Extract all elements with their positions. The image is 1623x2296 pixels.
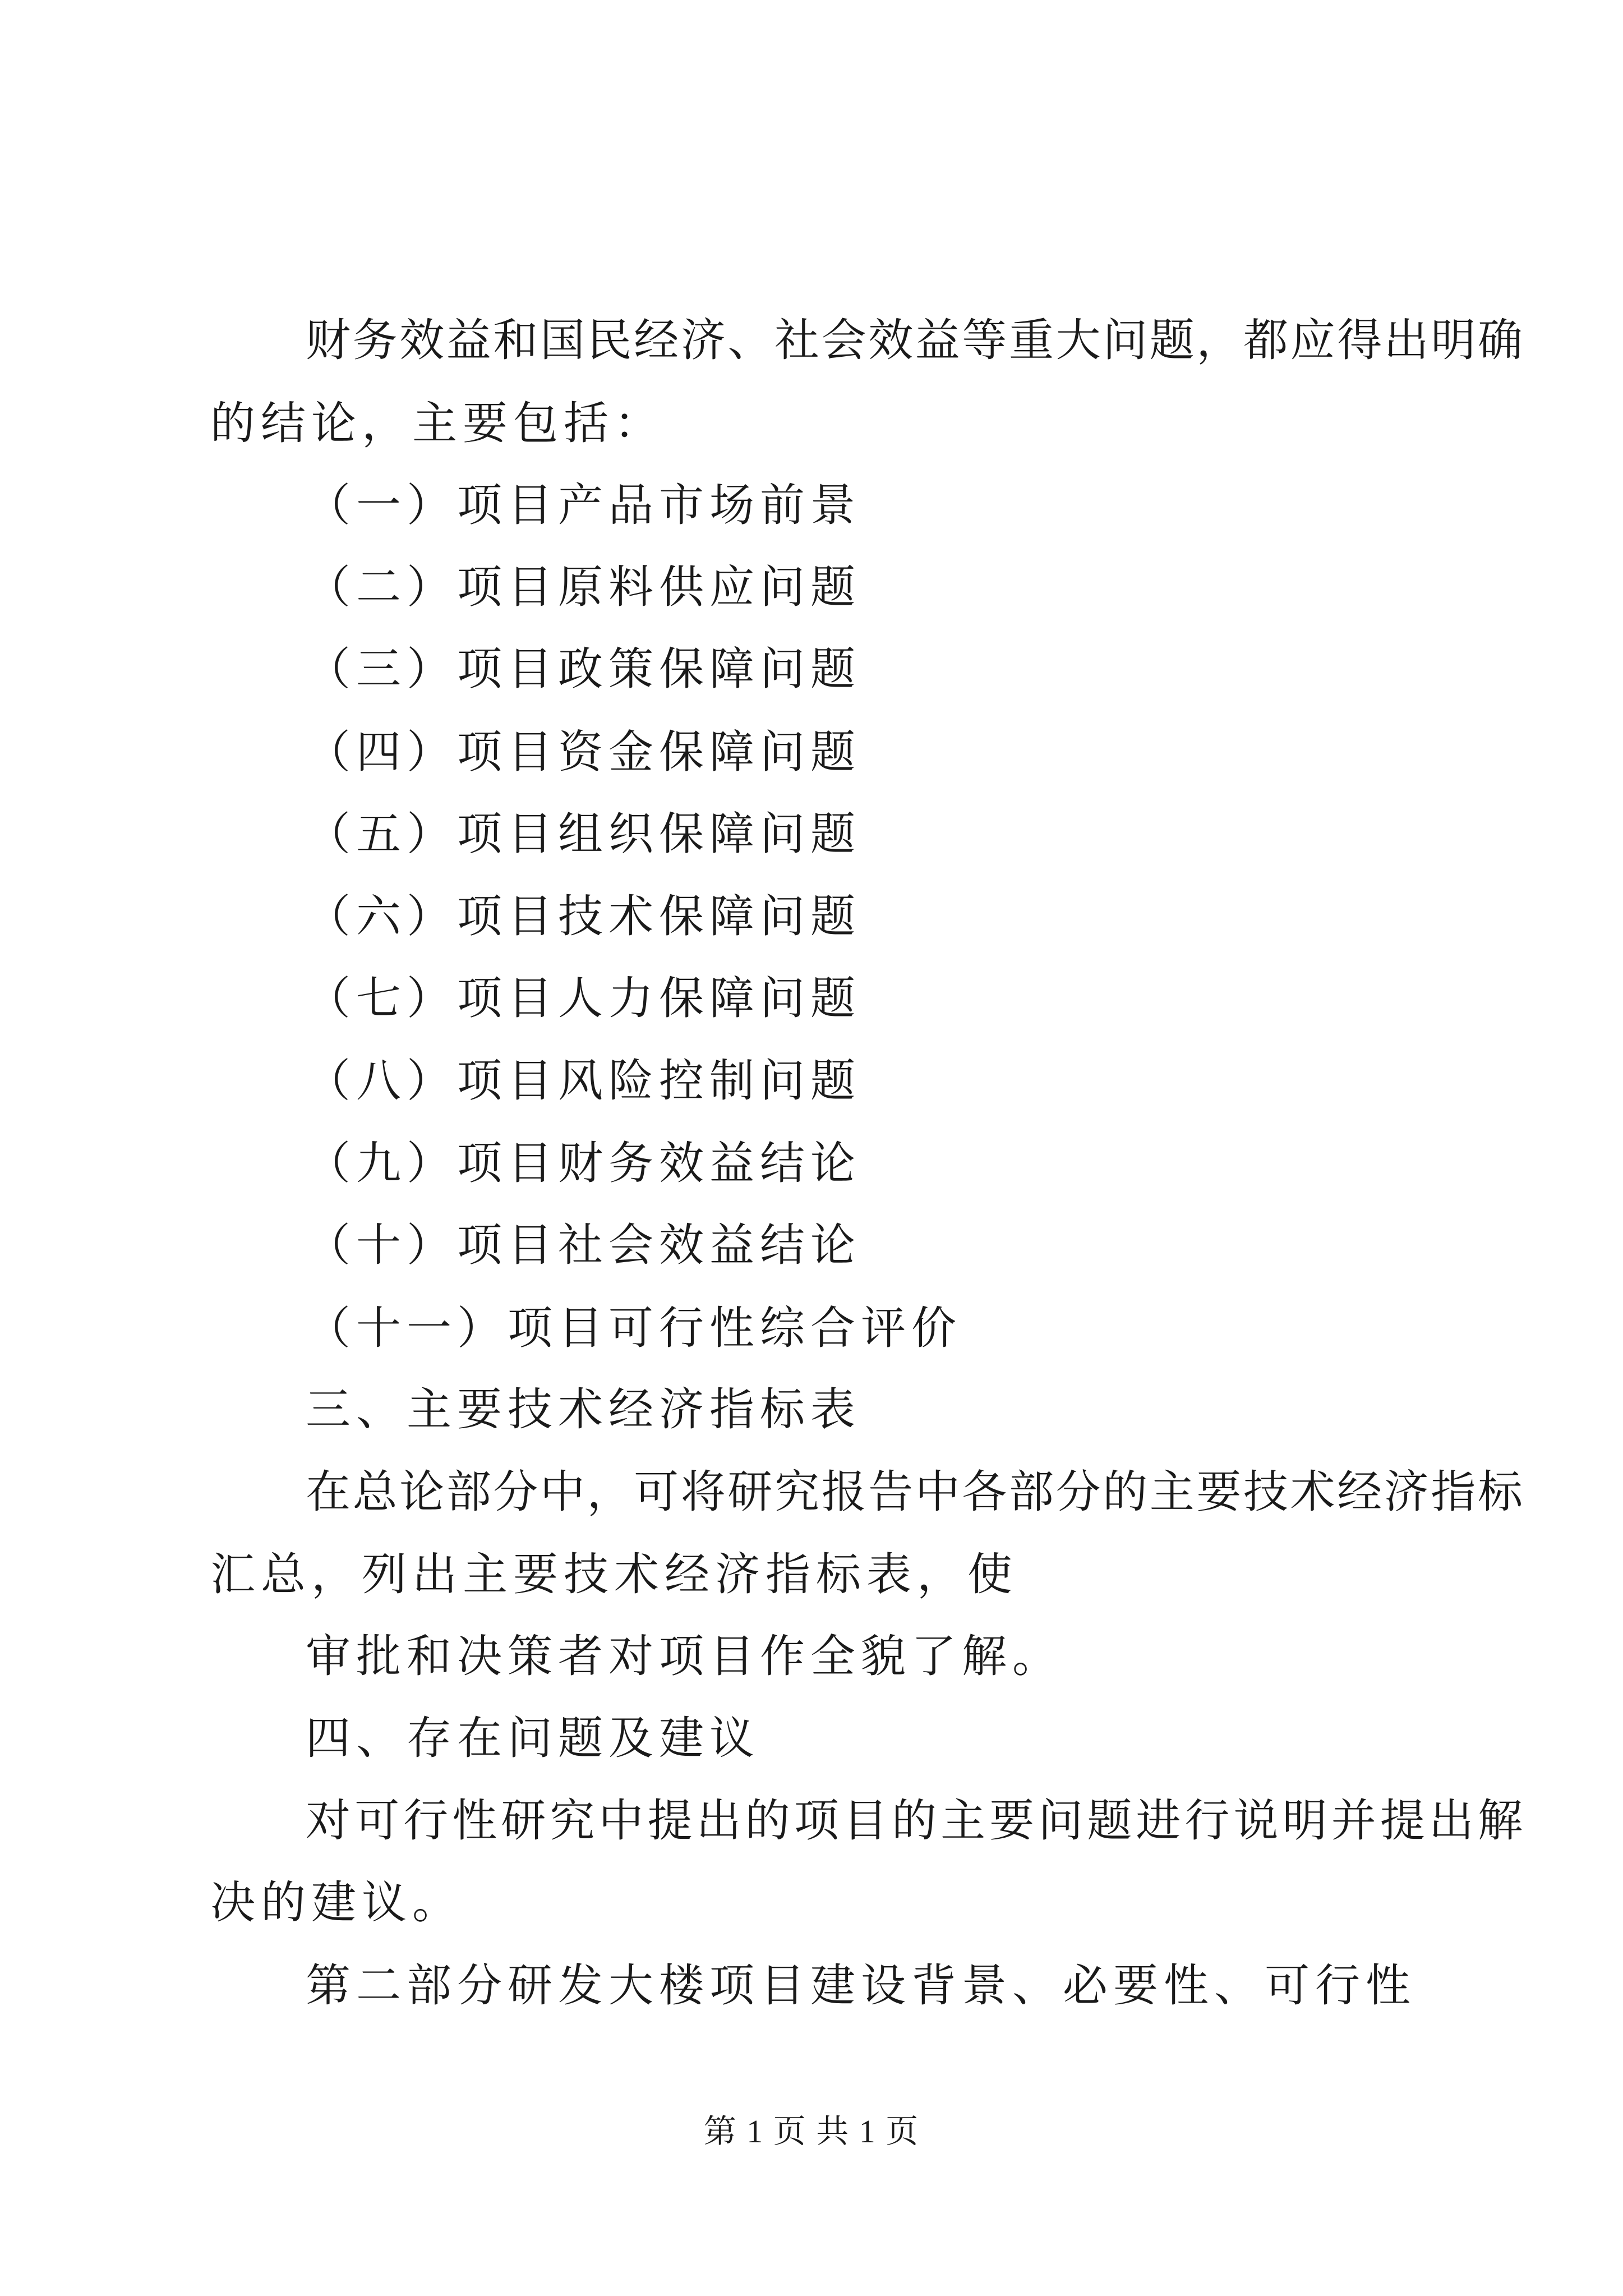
list-item: （五）项目组织保障问题 (306, 808, 861, 860)
list-item: （十）项目社会效益结论 (306, 1219, 861, 1271)
paragraph-line: 汇总，列出主要技术经济指标表，使 (210, 1548, 1018, 1600)
list-item: （三）项目政策保障问题 (306, 643, 861, 695)
section-heading: 三、主要技术经济指标表 (306, 1383, 861, 1435)
paragraph-line: 财务效益和国民经济、社会效益等重大问题，都应得出明确 (306, 314, 1523, 366)
paragraph-line: 的结论，主要包括： (210, 397, 665, 449)
list-item: （四）项目资金保障问题 (306, 726, 861, 778)
list-item: （一）项目产品市场前景 (306, 479, 861, 531)
list-item: （十一）项目可行性综合评价 (306, 1302, 962, 1354)
paragraph-line: 在总论部分中，可将研究报告中各部分的主要技术经济指标 (306, 1466, 1523, 1518)
list-item: （九）项目财务效益结论 (306, 1137, 861, 1189)
list-item: （二）项目原料供应问题 (306, 561, 861, 613)
section-heading: 第二部分研发大楼项目建设背景、必要性、可行性 (306, 1959, 1416, 2012)
page-number-footer: 第 1 页 共 1 页 (703, 2113, 920, 2150)
section-heading: 四、存在问题及建议 (306, 1712, 760, 1764)
list-item: （七）项目人力保障问题 (306, 972, 861, 1024)
paragraph-line: 对可行性研究中提出的项目的主要问题进行说明并提出解 (306, 1795, 1523, 1847)
paragraph-line: 决的建议。 (210, 1876, 463, 1929)
list-item: （六）项目技术保障问题 (306, 890, 861, 942)
paragraph-line: 审批和决策者对项目作全貌了解。 (306, 1630, 1063, 1682)
list-item: （八）项目风险控制问题 (306, 1055, 861, 1107)
